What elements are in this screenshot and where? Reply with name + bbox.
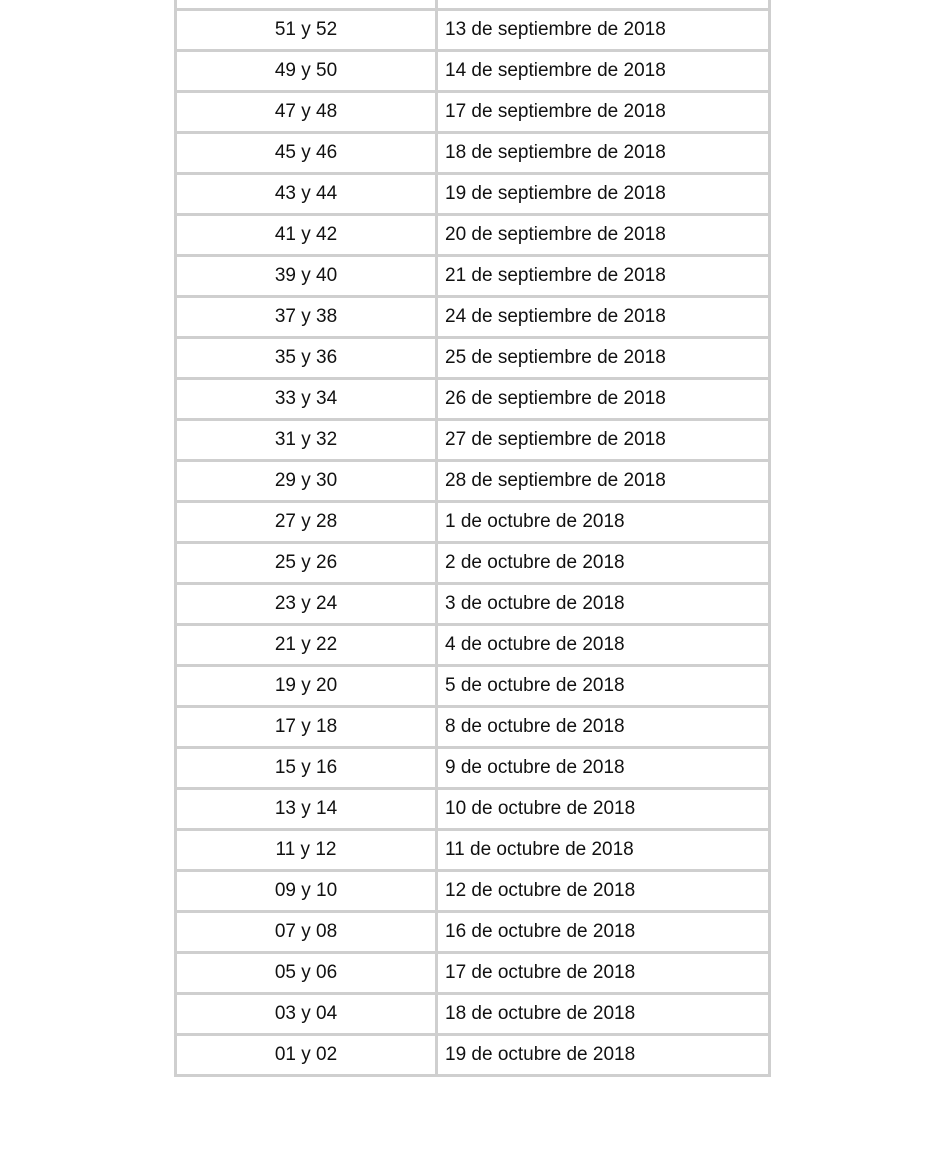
table-row bbox=[176, 133, 770, 174]
date-cell: 3 de octubre de 2018 bbox=[437, 584, 770, 625]
table-row bbox=[176, 215, 770, 256]
date-cell: 18 de octubre de 2018 bbox=[437, 994, 770, 1035]
digits-cell: 41 y 42 bbox=[176, 215, 437, 256]
table-row bbox=[176, 994, 770, 1035]
digits-cell: 09 y 10 bbox=[176, 871, 437, 912]
table-row bbox=[176, 256, 770, 297]
digits-cell: 17 y 18 bbox=[176, 707, 437, 748]
table-row bbox=[176, 1035, 770, 1076]
digits-cell: 15 y 16 bbox=[176, 748, 437, 789]
table-row bbox=[176, 912, 770, 953]
table-row bbox=[176, 871, 770, 912]
table-row bbox=[176, 584, 770, 625]
date-cell: 12 de octubre de 2018 bbox=[437, 871, 770, 912]
table-row bbox=[176, 338, 770, 379]
digits-cell: 05 y 06 bbox=[176, 953, 437, 994]
table-row bbox=[176, 748, 770, 789]
table-row bbox=[176, 420, 770, 461]
date-cell: 13 de septiembre de 2018 bbox=[437, 10, 770, 51]
table-row bbox=[176, 502, 770, 543]
table-row bbox=[176, 0, 770, 10]
digits-cell: 19 y 20 bbox=[176, 666, 437, 707]
table-row bbox=[176, 92, 770, 133]
date-cell: 14 de septiembre de 2018 bbox=[437, 51, 770, 92]
date-cell: 8 de octubre de 2018 bbox=[437, 707, 770, 748]
digits-cell: 13 y 14 bbox=[176, 789, 437, 830]
digits-cell: 39 y 40 bbox=[176, 256, 437, 297]
date-cell: 10 de octubre de 2018 bbox=[437, 789, 770, 830]
table-row bbox=[176, 707, 770, 748]
digits-cell: 51 y 52 bbox=[176, 10, 437, 51]
digits-cell: 03 y 04 bbox=[176, 994, 437, 1035]
digits-cell: 23 y 24 bbox=[176, 584, 437, 625]
digits-cell bbox=[176, 0, 437, 10]
digits-cell: 01 y 02 bbox=[176, 1035, 437, 1076]
table-row bbox=[176, 953, 770, 994]
date-cell: 19 de septiembre de 2018 bbox=[437, 174, 770, 215]
date-cell: 26 de septiembre de 2018 bbox=[437, 379, 770, 420]
table-row bbox=[176, 543, 770, 584]
date-cell: 28 de septiembre de 2018 bbox=[437, 461, 770, 502]
date-cell: 2 de octubre de 2018 bbox=[437, 543, 770, 584]
table-row bbox=[176, 789, 770, 830]
digits-cell: 45 y 46 bbox=[176, 133, 437, 174]
digits-cell: 29 y 30 bbox=[176, 461, 437, 502]
digits-cell: 49 y 50 bbox=[176, 51, 437, 92]
date-cell: 20 de septiembre de 2018 bbox=[437, 215, 770, 256]
date-cell: 19 de octubre de 2018 bbox=[437, 1035, 770, 1076]
table-row bbox=[176, 666, 770, 707]
schedule-table bbox=[174, 0, 771, 1077]
digits-cell: 27 y 28 bbox=[176, 502, 437, 543]
table-row bbox=[176, 10, 770, 51]
digits-cell: 25 y 26 bbox=[176, 543, 437, 584]
date-cell: 16 de octubre de 2018 bbox=[437, 912, 770, 953]
date-cell: 4 de octubre de 2018 bbox=[437, 625, 770, 666]
digits-cell: 37 y 38 bbox=[176, 297, 437, 338]
table-row bbox=[176, 379, 770, 420]
table-row bbox=[176, 625, 770, 666]
table-row bbox=[176, 51, 770, 92]
date-cell: 1 de octubre de 2018 bbox=[437, 502, 770, 543]
digits-cell: 35 y 36 bbox=[176, 338, 437, 379]
table-row bbox=[176, 461, 770, 502]
digits-cell: 47 y 48 bbox=[176, 92, 437, 133]
date-cell: 25 de septiembre de 2018 bbox=[437, 338, 770, 379]
digits-cell: 07 y 08 bbox=[176, 912, 437, 953]
date-cell: 17 de septiembre de 2018 bbox=[437, 92, 770, 133]
digits-cell: 31 y 32 bbox=[176, 420, 437, 461]
table-row bbox=[176, 297, 770, 338]
date-cell bbox=[437, 0, 770, 10]
date-cell: 24 de septiembre de 2018 bbox=[437, 297, 770, 338]
digits-cell: 43 y 44 bbox=[176, 174, 437, 215]
schedule-table-container bbox=[174, 0, 767, 1077]
date-cell: 21 de septiembre de 2018 bbox=[437, 256, 770, 297]
digits-cell: 33 y 34 bbox=[176, 379, 437, 420]
date-cell: 18 de septiembre de 2018 bbox=[437, 133, 770, 174]
table-row bbox=[176, 830, 770, 871]
digits-cell: 21 y 22 bbox=[176, 625, 437, 666]
table-row bbox=[176, 174, 770, 215]
date-cell: 17 de octubre de 2018 bbox=[437, 953, 770, 994]
date-cell: 11 de octubre de 2018 bbox=[437, 830, 770, 871]
date-cell: 5 de octubre de 2018 bbox=[437, 666, 770, 707]
digits-cell: 11 y 12 bbox=[176, 830, 437, 871]
date-cell: 27 de septiembre de 2018 bbox=[437, 420, 770, 461]
date-cell: 9 de octubre de 2018 bbox=[437, 748, 770, 789]
